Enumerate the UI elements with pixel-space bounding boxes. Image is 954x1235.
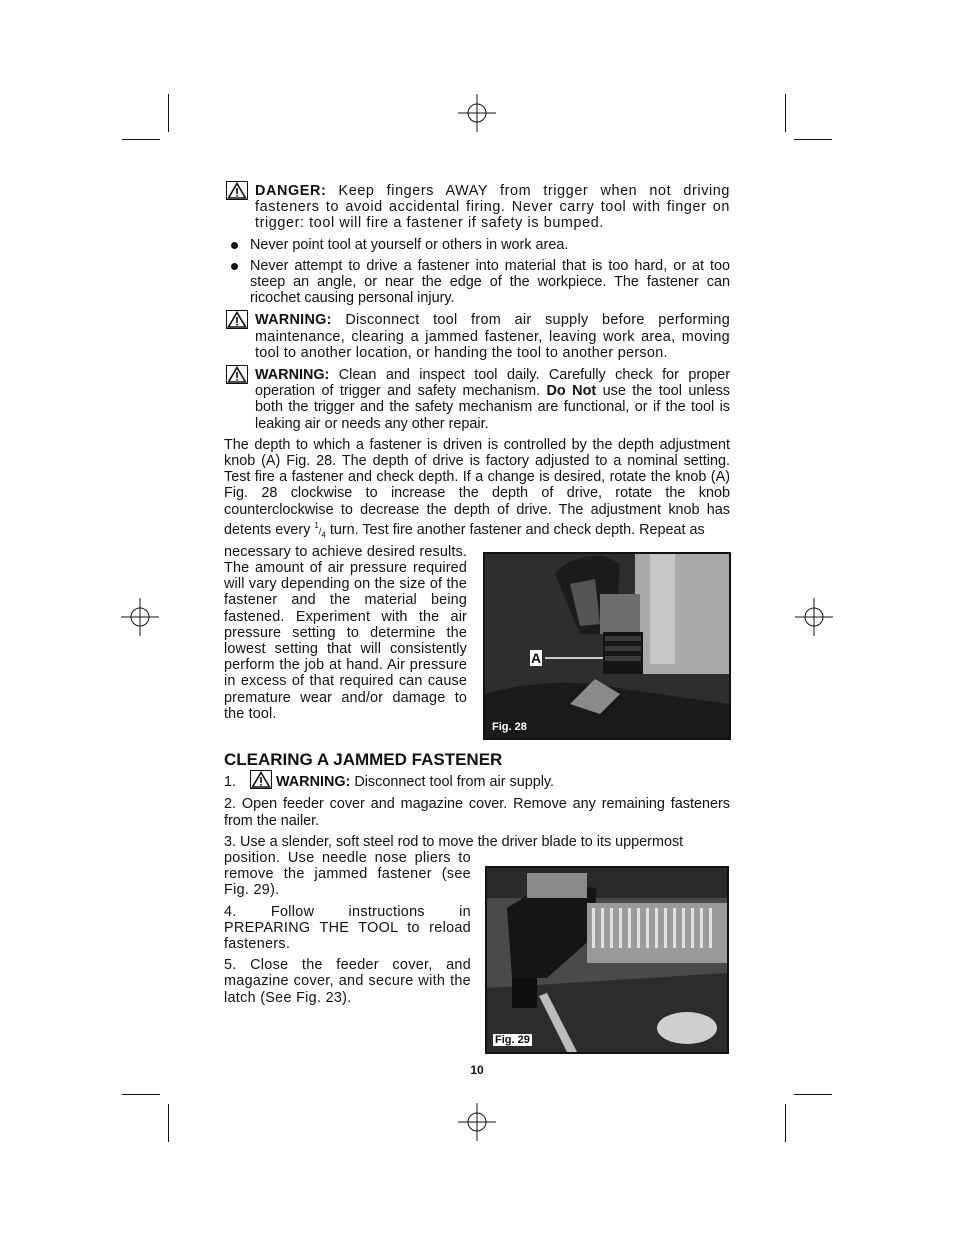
do-not-emphasis: Do Not [546,383,597,400]
bullet-icon [231,263,238,270]
crop-mark [168,94,169,132]
list-item [224,258,730,307]
warning-text: Disconnect tool from air supply before performing maintenance, clearing a jammed fastener, leaving work area, moving tool to another location, or handing the tool to another person. [255,312,730,361]
figure-29-image [485,866,729,1054]
figure-28-image [483,552,731,740]
figure-caption: Fig. 29 [495,1034,530,1046]
registration-mark-icon [795,598,833,636]
pressure-paragraph: necessary to achieve desired results. The amount of air pressure required will vary depending on the size of the fastener and the material being fastened. Experiment with the air pressure setting to determine the lowest setting that will consistently perform the job at hand. Air pressure in excess of that required can cause premature wear and/or damage to the tool. [224,543,467,722]
bullet-icon [231,242,238,249]
crop-mark [168,1104,169,1142]
registration-mark-icon [458,94,496,132]
crop-mark [794,139,832,140]
nailer-jam-clearing-illustration [487,868,727,1052]
danger-text: Keep fingers AWAY from trigger when not driving fasteners to avoid accidental firing. Never carry tool with finger on trigger: tool will fire a fastener if safety is bumped. [255,183,730,232]
warning-notice [224,367,730,432]
paragraph-text: turn. Test fire another fastener and check depth. Repeat as [325,521,705,538]
warning-text: use the tool unless both the trigger and the safety mechanism are functional, or if the tool is leaking air or needs any other repair. [255,383,730,432]
step-4: 4. Follow instructions in PREPARING THE TOOL to reload fasteners. [224,903,471,952]
depth-paragraph: The depth to which a fastener is driven is controlled by the depth adjustment knob (A) Fig. 28. The depth of drive is factory adjusted to a nominal setting. Test fire a fastener and check depth. If a change is desired, rotate the knob (A) Fig. 28 clockwise to increase the depth of drive, rotate the knob counterclockwise to decrease the depth of drive. The adjustment knob has detents every $^1/_4$ turn. Test fire another fastener and check depth. Repeat as [224,436,730,540]
warning-triangle-icon [226,365,248,384]
step-1 [224,774,730,790]
section-title: CLEARING A JAMMED FASTENER [224,749,503,769]
warning-notice [224,312,730,361]
warning-text: Clean and inspect tool daily. Carefully check for proper operation of trigger and safety mechanism. [255,367,730,400]
step-3-continued: position. Use needle nose pliers to remove the jammed fastener (see Fig. 29). [224,849,471,899]
warning-triangle-icon [226,181,248,200]
danger-label: DANGER: [255,183,327,199]
nailer-depth-knob-illustration [485,554,729,738]
crop-mark [794,1094,832,1095]
list-item [224,237,730,253]
warning-label: WARNING: [276,774,351,791]
warning-triangle-icon [250,770,272,789]
warning-label: WARNING: [255,312,332,329]
paragraph-text: The depth to which a fastener is driven is controlled by the depth adjustment knob (A) Fig. 28. The depth of drive is factory adjusted to a nominal setting. Test fire a fastener and check depth. If a change is desired, rotate the knob (A) Fig. 28 clockwise to increase the depth of drive, rotate the knob counterclockwise to decrease the depth of drive. The adjustment knob has detents every [224,436,730,538]
figure-callout-label: A [531,650,542,666]
step-number: 1. [224,774,237,791]
registration-mark-icon [121,598,159,636]
figure-caption: Fig. 28 [492,721,527,733]
step-2: 2. Open feeder cover and magazine cover. Remove any remaining fasteners from the nailer. [224,796,730,829]
warning-triangle-icon [226,310,248,329]
crop-mark [122,139,160,140]
crop-mark [785,94,786,132]
danger-notice [224,183,730,232]
registration-mark-icon [458,1103,496,1141]
bullet-text: Never attempt to drive a fastener into material that is too hard, or at too steep an angle, or near the edge of the workpiece. The fastener can ricochet causing personal injury. [250,257,730,307]
crop-mark [122,1094,160,1095]
step-5: 5. Close the feeder cover, and magazine cover, and secure with the latch (See Fig. 23). [224,957,471,1006]
fraction-numerator: 1 [314,520,319,530]
crop-mark [785,1104,786,1142]
fraction-denominator: 4 [321,530,326,540]
warning-label: WARNING: [255,367,330,384]
page-number: 10 [470,1063,484,1077]
step-3: 3. Use a slender, soft steel rod to move the driver blade to its uppermost [224,833,684,850]
bullet-text: Never point tool at yourself or others in work area. [250,236,569,253]
step-text: Disconnect tool from air supply. [350,774,555,791]
